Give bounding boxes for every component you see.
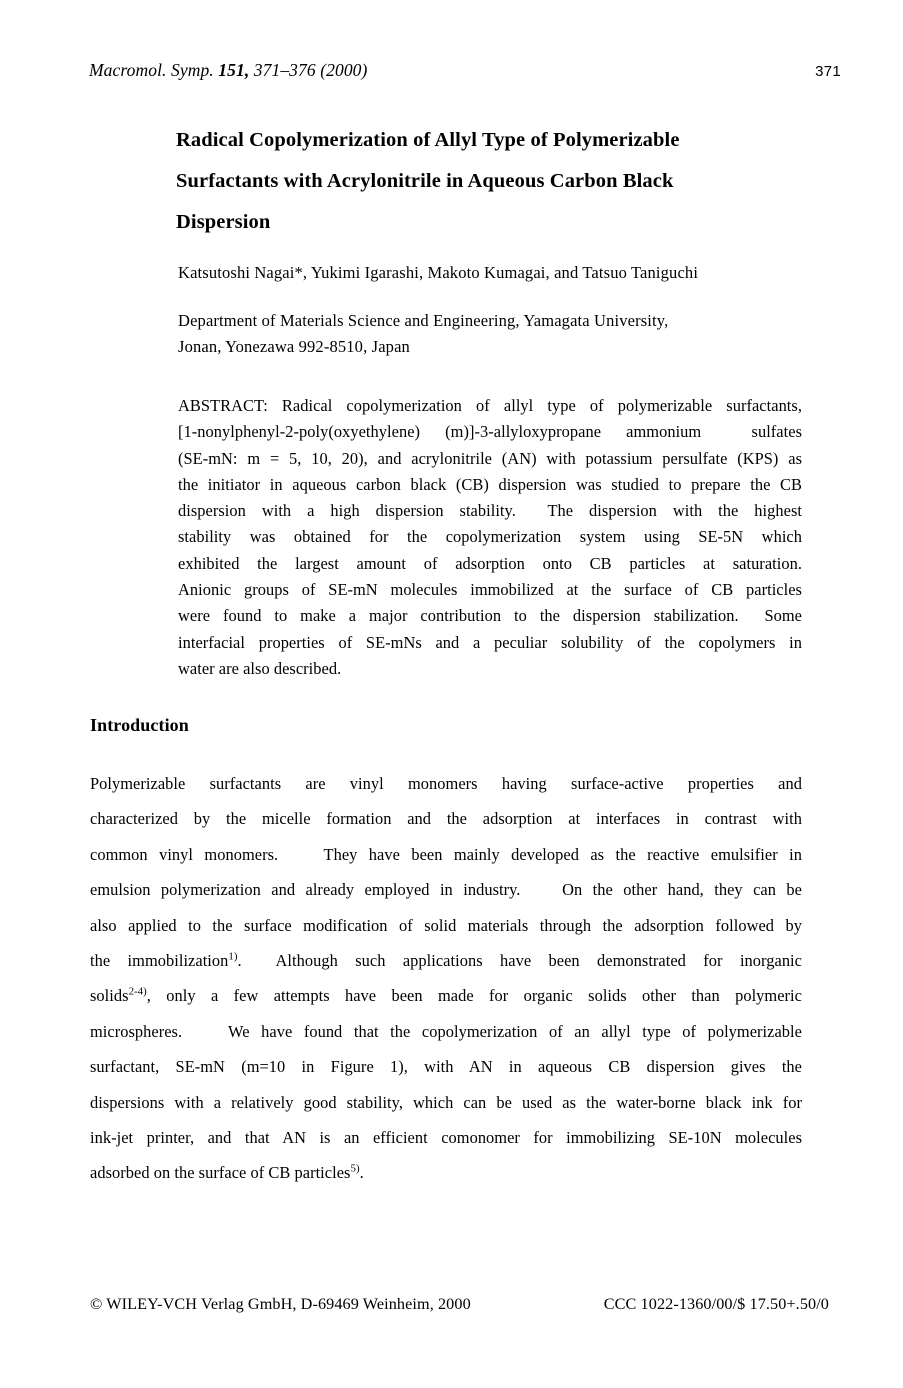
affiliation-line-1: Department of Materials Science and Engineering, Yamagata University, (178, 311, 669, 330)
body-line: Polymerizable surfactants are vinyl monomers having surface-active properties and (90, 774, 802, 793)
abstract-line: interfacial properties of SE-mNs and a peculiar solubility of the copolymers in (178, 632, 802, 652)
abstract-line: [1-nonylphenyl-2-poly(oxyethylene) (m)]-3-allyloxypropane ammonium sulfates (178, 422, 802, 442)
journal-pages-year: 371–376 (2000) (249, 60, 368, 80)
section-heading-introduction: Introduction (90, 714, 189, 735)
citation-superscript: 5) (350, 1163, 360, 1175)
running-head (89, 60, 841, 81)
page-number: 371 (815, 63, 841, 80)
abstract-line: Anionic groups of SE-mN molecules immobilized at the surface of CB particles (178, 580, 802, 600)
body-line: ink-jet printer, and that AN is an efficient comonomer for immobilizing SE-10N molecules (90, 1128, 802, 1148)
title-line-3: Dispersion (176, 210, 271, 233)
abstract-line: water are also described. (178, 658, 342, 678)
affiliation (178, 308, 818, 360)
body-line: microspheres. We have found that the copolymerization of an allyl type of polymerizable (90, 1021, 802, 1041)
page-title (176, 120, 816, 243)
abstract-line: exhibited the largest amount of adsorption onto CB particles at saturation. (178, 553, 802, 573)
body-line: also applied to the surface modification of solid materials through the adsorption followed by (90, 915, 802, 935)
abstract-line: (SE-mN: m = 5, 10, 20), and acrylonitrile (AN) with potassium persulfate (KPS) as (178, 448, 802, 468)
abstract-line: the initiator in aqueous carbon black (CB) dispersion was studied to prepare the CB (178, 474, 802, 494)
body-line: surfactant, SE-mN (m=10 in Figure 1), with AN in aqueous CB dispersion gives the (90, 1057, 802, 1077)
journal-citation (89, 60, 367, 81)
body-line: dispersions with a relatively good stability, which can be used as the water-borne black ink for (90, 1092, 802, 1112)
citation-superscript: 1) (228, 950, 238, 963)
abstract (178, 393, 802, 682)
body-line: the immobilization$^{1)}$. Although such applications have been demonstrated for inorganic (90, 950, 802, 971)
body-text-introduction (90, 766, 802, 1191)
body-line: common vinyl monomers. They have been mainly developed as the reactive emulsifier in (90, 844, 802, 864)
title-line-2: Surfactants with Acrylonitrile in Aqueous Carbon Black (176, 169, 674, 192)
abstract-line: were found to make a major contribution to the dispersion stabilization. Some (178, 606, 802, 626)
citation-superscript: 2-4) (128, 985, 147, 998)
title-line-1: Radical Copolymerization of Allyl Type of Polymerizable (176, 128, 680, 151)
body-line: emulsion polymerization and already employed in industry. On the other hand, they can be (90, 880, 802, 900)
abstract-line: ABSTRACT: Radical copolymerization of allyl type of polymerizable surfactants, (178, 396, 802, 415)
journal-volume: 151, (218, 60, 250, 80)
abstract-line: stability was obtained for the copolymerization system using SE-5N which (178, 527, 802, 547)
affiliation-line-2: Jonan, Yonezawa 992-8510, Japan (178, 337, 410, 356)
publisher-copyright: © WILEY-VCH Verlag GmbH, D-69469 Weinheim, 2000 (90, 1295, 471, 1313)
author-list: Katsutoshi Nagai*, Yukimi Igarashi, Makoto Kumagai, and Tatsuo Taniguchi (178, 263, 699, 282)
ccc-code: CCC 1022-1360/00/$ 17.50+.50/0 (603, 1295, 829, 1313)
body-line: adsorbed on the surface of CB particles$^{5)}$. (90, 1163, 364, 1183)
page-footer (90, 1295, 829, 1314)
body-line: characterized by the micelle formation and the adsorption at interfaces in contrast with (90, 809, 802, 829)
abstract-line: dispersion with a high dispersion stability. The dispersion with the highest (178, 501, 802, 521)
journal-name: Macromol. Symp. (89, 60, 219, 80)
body-line: solids$^{2-4)}$, only a few attempts have been made for organic solids other than polymeric (90, 985, 802, 1006)
